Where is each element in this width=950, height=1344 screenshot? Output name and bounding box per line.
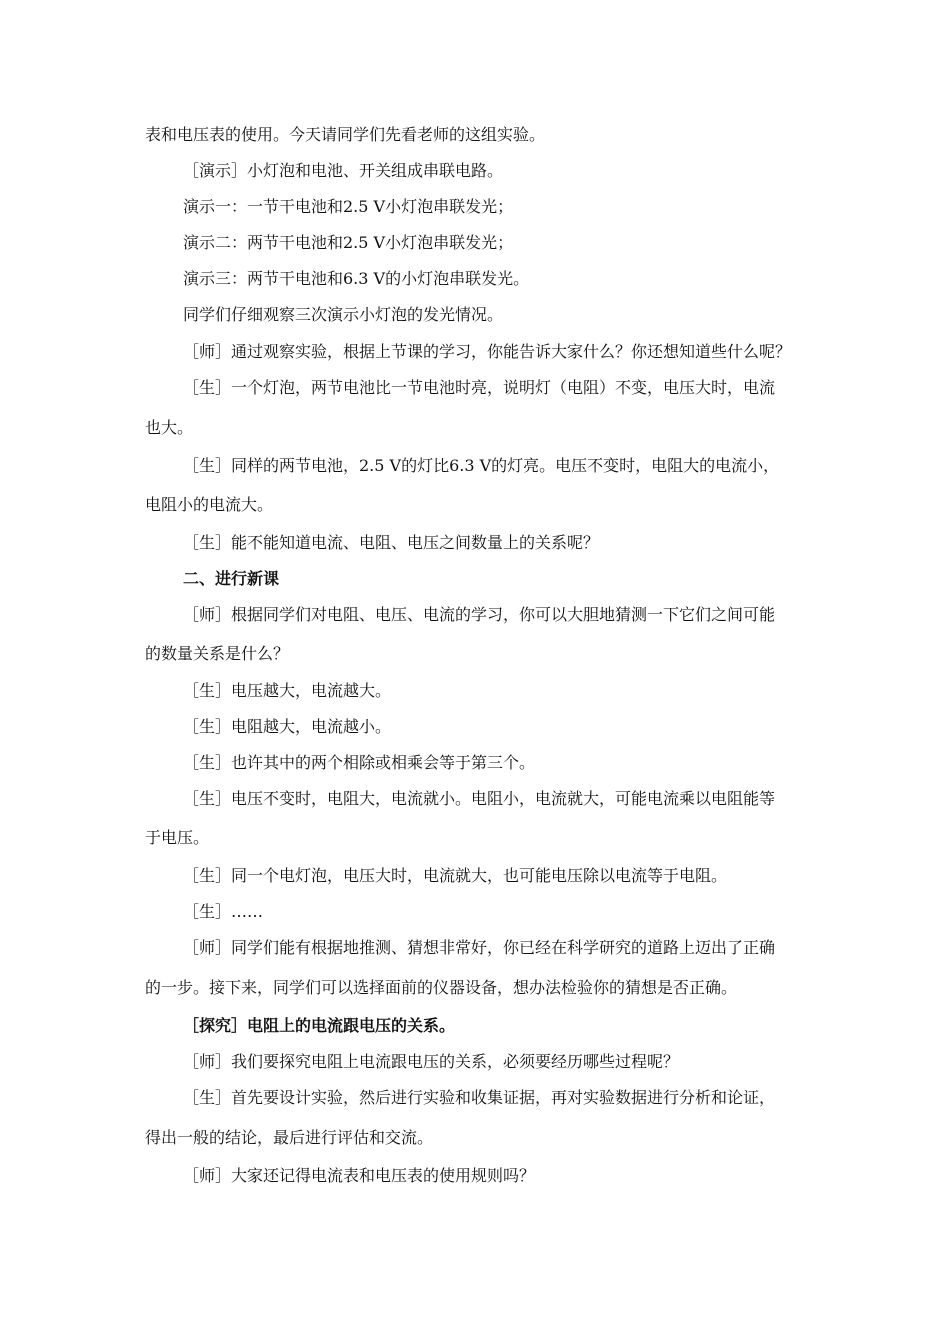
section-heading: 二、进行新课 [183, 569, 280, 588]
text-line: 得出一般的结论，最后进行评估和交流。 [145, 1128, 434, 1147]
text-line: ［生］电压不变时，电阻大，电流就小。电阻小，电流就大，可能电流乘以电阻能等 [183, 789, 776, 808]
section-heading: ［探究］电阻上的电流跟电压的关系。 [183, 1016, 456, 1035]
text-line: 同学们仔细观察三次演示小灯泡的发光情况。 [183, 305, 504, 324]
text-line: ［生］同一个电灯泡，电压大时，电流就大，也可能电压除以电流等于电阻。 [183, 866, 728, 885]
text-line: ［生］电压越大，电流越大。 [183, 681, 392, 700]
text-line: 演示一：一节干电池和2.5 V小灯泡串联发光； [183, 197, 514, 216]
text-line: 演示二：两节干电池和2.5 V小灯泡串联发光； [183, 233, 514, 252]
text-line: ［师］大家还记得电流表和电压表的使用规则吗？ [183, 1166, 536, 1185]
text-line: ［生］…… [183, 902, 264, 921]
text-line: 也大。 [145, 418, 194, 437]
text-line: ［师］根据同学们对电阻、电压、电流的学习，你可以大胆地猜测一下它们之间可能 [183, 605, 776, 624]
text-line: 于电压。 [145, 828, 210, 847]
text-line: 的数量关系是什么？ [145, 644, 290, 663]
text-line: ［生］同样的两节电池，2.5 V的灯比6.3 V的灯亮。电压不变时，电阻大的电流小， [183, 456, 780, 475]
text-line: ［师］同学们能有根据地推测、猜想非常好，你已经在科学研究的道路上迈出了正确 [183, 938, 776, 957]
text-line: 演示三：两节干电池和6.3 V的小灯泡串联发光。 [183, 269, 530, 288]
text-line: ［生］一个灯泡，两节电池比一节电池时亮，说明灯（电阻）不变，电压大时，电流 [183, 378, 776, 397]
text-line: ［师］我们要探究电阻上电流跟电压的关系，必须要经历哪些过程呢？ [183, 1052, 680, 1071]
text-line: ［演示］小灯泡和电池、开关组成串联电路。 [183, 161, 504, 180]
text-line: ［师］通过观察实验，根据上节课的学习，你能告诉大家什么？你还想知道些什么呢？ [183, 342, 792, 361]
text-line: 表和电压表的使用。今天请同学们先看老师的这组实验。 [145, 125, 546, 144]
text-line: 电阻小的电流大。 [145, 495, 274, 514]
text-line: ［生］能不能知道电流、电阻、电压之间数量上的关系呢？ [183, 533, 600, 552]
text-line: ［生］也许其中的两个相除或相乘会等于第三个。 [183, 753, 536, 772]
text-line: ［生］首先要设计实验，然后进行实验和收集证据，再对实验数据进行分析和论证， [183, 1088, 776, 1107]
text-line: ［生］电阻越大，电流越小。 [183, 717, 392, 736]
text-line: 的一步。接下来，同学们可以选择面前的仪器设备，想办法检验你的猜想是否正确。 [145, 978, 738, 997]
